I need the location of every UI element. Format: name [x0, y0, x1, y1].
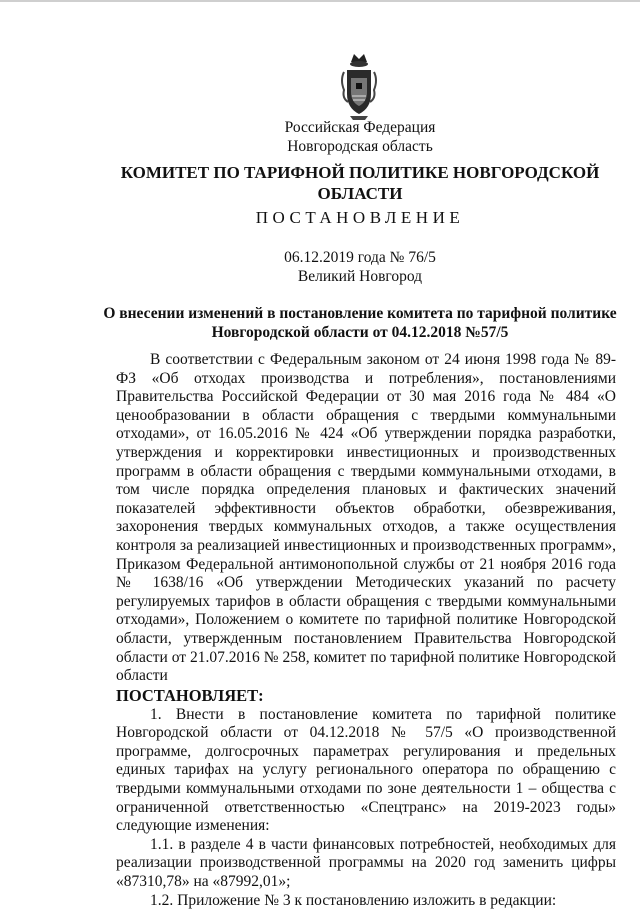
item-1-2: 1.2. Приложение № 3 к постановлению изложить в редакции: [150, 891, 557, 909]
scan-edge [0, 0, 640, 2]
date-place-block [0, 248, 640, 286]
title-line2: Новгородской области от 04.12.2018 №57/5 [211, 324, 509, 341]
preamble-paragraph: В соответствии с Федеральным законом от 24 июня 1998 года № 89-ФЗ «Об отходах производства и потребления», постановлениями Правительства Российской Федерации от 30 мая 2016 года № 484 «О ценообразовании в области обращения с твердыми коммунальными отходами», от 16.05.2016 № 424 «Об утверждении порядка разработки, утверждения и корректировки инвестиционных и производственных программ в области обращения с твердыми коммунальными отходами, в том числе порядка определения плановых и фактических значений показателей эффективности объектов обработки, обезвреживания, захоронения твердых коммунальных отходов, а также осуществления контроля за реализацией инвестиционных и производственных программ», Приказом Федеральной антимонопольной службы от 21 ноября 2016 года № 1638/16 «Об утверждении Методических указаний по расчету регулируемых тарифов в области обращения с твердыми коммунальными отходами», Положением о комитете по тарифной политике Новгородской области, утвержденным постановлением Правительства Новгородской области от 21.07.2016 № 258, комитет по тарифной политике Новгородской области [116, 351, 616, 685]
committee-name [0, 162, 640, 204]
city-name: Великий Новгород [297, 268, 423, 285]
title-line1: О внесении изменений в постановление комитета по тарифной политике [103, 305, 617, 322]
document-body [116, 351, 616, 910]
item-1-1: 1.1. в разделе 4 в части финансовых потребностей, необходимых для реализации производственной программы на 2020 год заменить цифры «87310,78» на «87992,01»; [116, 835, 616, 891]
issuer-block [0, 118, 640, 156]
region-name: Новгородская область [287, 138, 433, 155]
document-title [0, 304, 640, 342]
country-name: Российская Федерация [284, 119, 436, 136]
date-number: 06.12.2019 года № 76/5 [284, 249, 436, 266]
document-type: ПОСТАНОВЛЕНИЕ [255, 208, 465, 227]
committee-name-line2: ОБЛАСТИ [317, 184, 403, 203]
decree-word: ПОСТАНОВЛЯЕТ: [116, 685, 264, 705]
coat-of-arms-emblem [338, 50, 380, 122]
item-1: 1. Внести в постановление комитета по тарифной политике Новгородской области от 04.12.2018 № 57/5 «О производственной программе, долгосрочных параметрах регулирования и предельных единых тарифах на услугу регионального оператора по обращению с твердыми коммунальными отходами по зоне деятельности 1 – общества с ограниченной ответственностью «Спецтранс» на 2019-2023 годы» следующие изменения: [116, 705, 616, 835]
committee-name-line1: КОМИТЕТ ПО ТАРИФНОЙ ПОЛИТИКЕ НОВГОРОДСКОЙ [120, 163, 600, 182]
